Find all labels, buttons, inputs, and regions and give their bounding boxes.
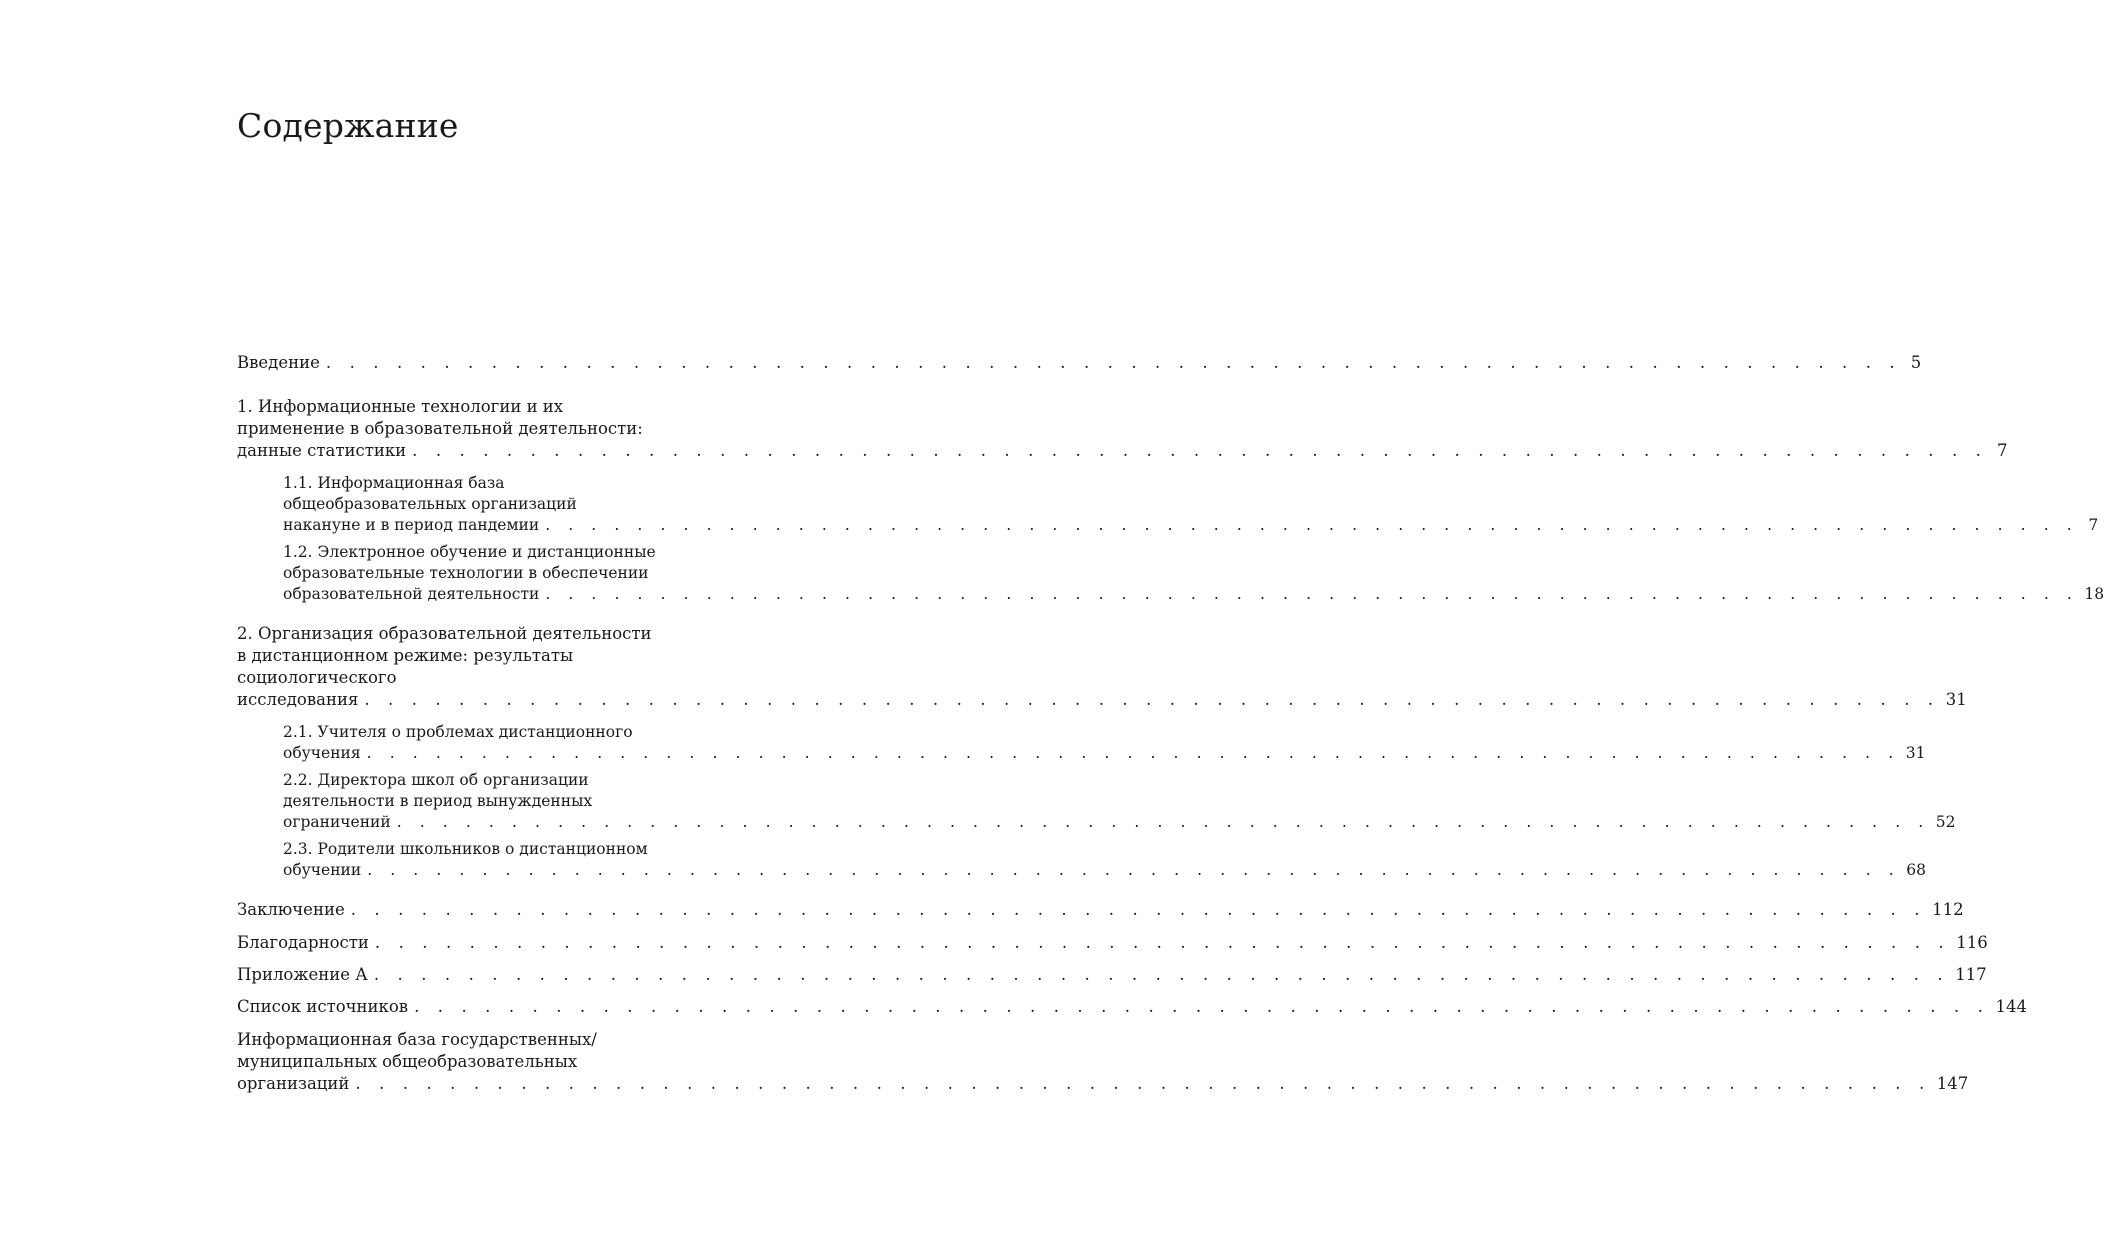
toc-page-number: 147: [1936, 1074, 1969, 1093]
toc-entry-line: 2. Организация образовательной деятельности: [237, 624, 652, 643]
toc-entry-acknowledgements[interactable]: [237, 932, 1988, 954]
toc-entry-line: общеобразовательных организаций: [283, 495, 577, 513]
toc-entry-title: Приложение А: [237, 965, 368, 984]
toc-page-number: 52: [1935, 813, 1956, 831]
dot-leader: . . . . . . . . . . . . . . . . . . . . . . . . . . . . . . . . . . . . . . . . . . . . . . . . . . . . . . . . . . . . . . . . . . .: [350, 900, 1927, 919]
toc-page-number: 7: [1997, 441, 2008, 460]
dot-leader: . . . . . . . . . . . . . . . . . . . . . . . . . . . . . . . . . . . . . . . . . . . . . . . . . . . . . . . . . . . . . . . . . . .: [366, 744, 1900, 762]
toc-entry-introduction[interactable]: [237, 352, 1922, 374]
toc-entry-title: Список источников: [237, 997, 409, 1016]
toc-entry-title: организаций: [237, 1074, 350, 1093]
toc-entry-line: 2.3. Родители школьников о дистанционном: [283, 840, 648, 858]
dot-leader: . . . . . . . . . . . . . . . . . . . . . . . . . . . . . . . . . . . . . . . . . . . . . . . . . . . . . . . . . . . . . . . . . . .: [364, 690, 1940, 709]
toc-entry-line: образовательные технологии в обеспечении: [283, 564, 649, 582]
toc-entry-section-2-1[interactable]: [283, 722, 1926, 764]
toc-entry-title: обучении: [283, 861, 362, 879]
toc-entry-information-base[interactable]: [237, 1029, 1969, 1095]
toc-entry-line: в дистанционном режиме: результаты: [237, 646, 574, 665]
toc-entry-title: данные статистики: [237, 441, 407, 460]
toc-entry-appendix-a[interactable]: [237, 964, 1987, 986]
toc-entry-title: накануне и в период пандемии: [283, 516, 540, 534]
dot-leader: . . . . . . . . . . . . . . . . . . . . . . . . . . . . . . . . . . . . . . . . . . . . . . . . . . . . . . . . . . . . . . . . . . .: [396, 813, 1930, 831]
toc-entry-line: 1. Информационные технологии и их: [237, 397, 564, 416]
toc-entry-section-1-2[interactable]: [283, 542, 2104, 605]
toc-entry-chapter-1[interactable]: [237, 396, 2008, 462]
toc-page-number: 116: [1956, 933, 1988, 952]
toc-entry-line: 1.1. Информационная база: [283, 474, 505, 492]
toc-entry-title: Введение: [237, 353, 320, 372]
toc-page-number: 117: [1955, 965, 1987, 984]
toc-entry-title: ограничений: [283, 813, 391, 831]
toc-page-number: 112: [1932, 900, 1964, 919]
dot-leader: . . . . . . . . . . . . . . . . . . . . . . . . . . . . . . . . . . . . . . . . . . . . . . . . . . . . . . . . . . . . . . . . . . .: [412, 441, 1988, 460]
toc-entry-line: социологического: [237, 668, 397, 687]
dot-leader: . . . . . . . . . . . . . . . . . . . . . . . . . . . . . . . . . . . . . . . . . . . . . . . . . . . . . . . . . . . . . . . . . . .: [414, 997, 1990, 1016]
toc-page-number: 144: [1995, 997, 2027, 1016]
toc-entry-references[interactable]: [237, 996, 2027, 1018]
toc-page-number: 31: [1945, 690, 1967, 709]
toc-page-number: 7: [2088, 516, 2099, 534]
toc-entry-title: образовательной деятельности: [283, 585, 540, 603]
toc-page-number: 31: [1905, 744, 1926, 762]
toc-page-number: 5: [1910, 353, 1922, 372]
dot-leader: . . . . . . . . . . . . . . . . . . . . . . . . . . . . . . . . . . . . . . . . . . . . . . . . . . . . . . . . . . . . . . . . . . .: [367, 861, 1901, 879]
toc-entry-section-2-2[interactable]: [283, 770, 1956, 833]
toc-entry-line: деятельности в период вынужденных: [283, 792, 593, 810]
toc-entry-section-1-1[interactable]: [283, 473, 2099, 536]
toc-entry-section-2-3[interactable]: [283, 839, 1927, 881]
dot-leader: . . . . . . . . . . . . . . . . . . . . . . . . . . . . . . . . . . . . . . . . . . . . . . . . . . . . . . . . . . . . . . . . . . .: [545, 585, 2079, 603]
toc-entry-chapter-2[interactable]: [237, 623, 1967, 711]
toc-entry-title: Заключение: [237, 900, 345, 919]
toc-entry-title: исследования: [237, 690, 359, 709]
page-title: Содержание: [237, 106, 459, 145]
toc-entry-line: применение в образовательной деятельности:: [237, 419, 643, 438]
toc-entry-line: 1.2. Электронное обучение и дистанционные: [283, 543, 656, 561]
toc-page-number: 18: [2084, 585, 2104, 603]
dot-leader: . . . . . . . . . . . . . . . . . . . . . . . . . . . . . . . . . . . . . . . . . . . . . . . . . . . . . . . . . . . . . . . . . . .: [373, 965, 1950, 984]
dot-leader: . . . . . . . . . . . . . . . . . . . . . . . . . . . . . . . . . . . . . . . . . . . . . . . . . . . . . . . . . . . . . . . . . . .: [325, 353, 1902, 372]
toc-entry-line: Информационная база государственных/: [237, 1030, 597, 1049]
toc-entry-conclusion[interactable]: [237, 899, 1964, 921]
toc-entry-line: 2.2. Директора школ об организации: [283, 771, 589, 789]
toc-page-number: 68: [1906, 861, 1927, 879]
toc-entry-title: Благодарности: [237, 933, 369, 952]
dot-leader: . . . . . . . . . . . . . . . . . . . . . . . . . . . . . . . . . . . . . . . . . . . . . . . . . . . . . . . . . . . . . . . . . . .: [545, 516, 2079, 534]
dot-leader: . . . . . . . . . . . . . . . . . . . . . . . . . . . . . . . . . . . . . . . . . . . . . . . . . . . . . . . . . . . . . . . . . . .: [374, 933, 1951, 952]
toc-entry-line: 2.1. Учителя о проблемах дистанционного: [283, 723, 633, 741]
dot-leader: . . . . . . . . . . . . . . . . . . . . . . . . . . . . . . . . . . . . . . . . . . . . . . . . . . . . . . . . . . . . . . . . . . .: [355, 1074, 1931, 1093]
toc-entry-title: обучения: [283, 744, 361, 762]
toc-entry-line: муниципальных общеобразовательных: [237, 1052, 578, 1071]
